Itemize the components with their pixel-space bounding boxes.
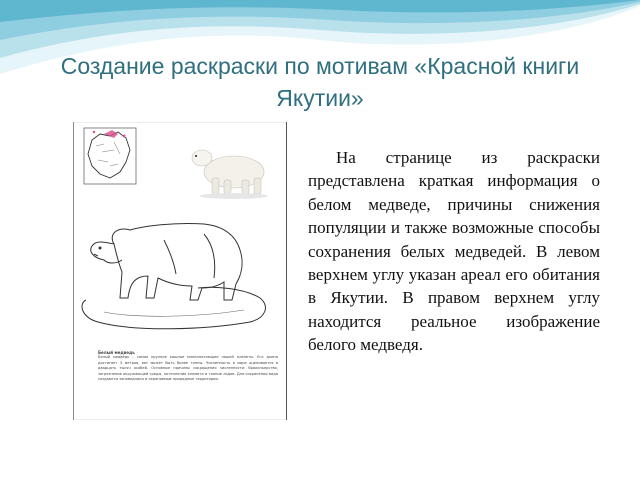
- bear-info-body: Белый медведь – самое крупное хищное млекопитающее нашей планеты. Его длина достигает 3 метров, вес может быть более тонны. Численность в мире оценивается в двадцать тысяч особей. Основные причины сокращения численности: браконьерство, загрязнение окружающей среды, потепление климата и таяние льдов. Для сохранения вида создаются заповедники и охраняемые природные территории.: [98, 355, 278, 382]
- bear-coloring-outline: [82, 223, 265, 328]
- bear-info-heading: Белый медведь: [98, 350, 135, 355]
- yakutia-range-map: [84, 128, 136, 184]
- slide-title: Создание раскраски по мотивам «Красной книги Якутии»: [60, 53, 580, 111]
- polar-bear-photo: [192, 150, 268, 199]
- coloring-page-image: [73, 122, 287, 420]
- bear-info-text: [98, 350, 278, 382]
- slide-description: На странице из раскраски представлена краткая информация о белом медведе, причины снижения популяции и также возможные способы сохранения белых медведей. В левом верхнем углу указан ареал его обитания в Якутии. В правом верхнем углу находится реальное изображение белого медведя.: [308, 148, 600, 355]
